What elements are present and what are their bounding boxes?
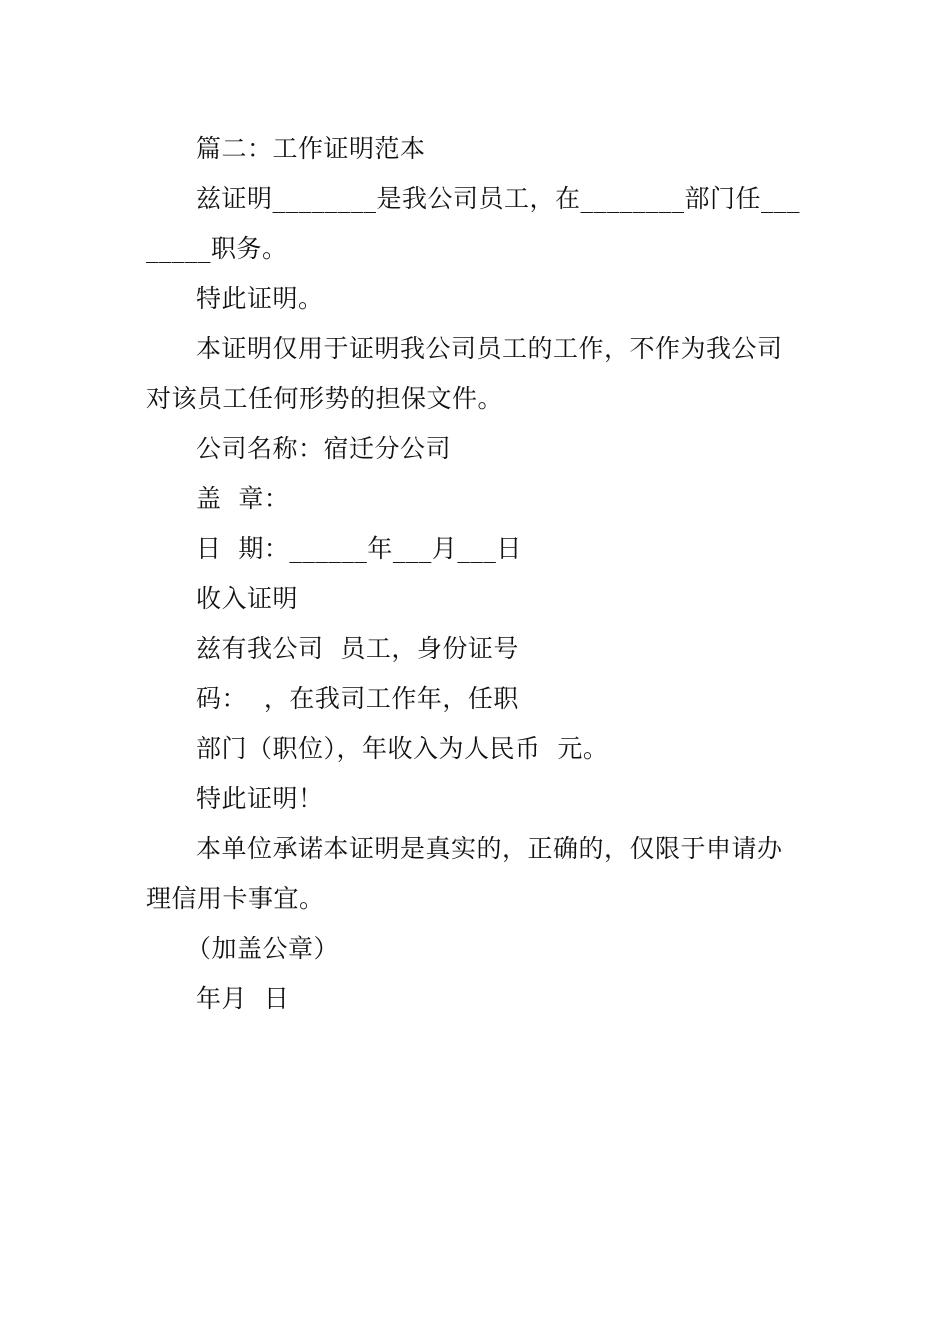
company-name-line: 公司名称：宿迁分公司 — [196, 434, 452, 463]
paragraph-line: 特此证明！ — [196, 784, 324, 813]
paragraph-line: 对该员工任何形势的担保文件。 — [146, 384, 504, 413]
paragraph-line: 理信用卡事宜。 — [146, 884, 325, 913]
paragraph-line: 码： ，在我司工作年，任职 — [196, 684, 519, 713]
paragraph-line: _____职务。 — [146, 234, 288, 263]
date-line: 年月 日 — [196, 984, 290, 1013]
section-title: 收入证明 — [196, 584, 299, 613]
paragraph-line: 本证明仅用于证明我公司员工的工作，不作为我公司 — [196, 334, 783, 363]
seal-line: 盖 章： — [196, 484, 290, 513]
paragraph-line: 部门（职位），年收入为人民币 元。 — [196, 734, 609, 763]
section-title: 篇二：工作证明范本 — [196, 134, 426, 163]
paragraph-line: 兹证明________是我公司员工，在________部门任___ — [196, 184, 801, 213]
paragraph-line: 特此证明。 — [196, 284, 324, 313]
paragraph-line: 兹有我公司 员工，身份证号 — [196, 634, 519, 663]
paragraph-line: 本单位承诺本证明是真实的，正确的，仅限于申请办 — [196, 834, 783, 863]
stamp-note: （加盖公章） — [186, 934, 340, 963]
date-line: 日 期：______年___月___日 — [196, 534, 522, 563]
